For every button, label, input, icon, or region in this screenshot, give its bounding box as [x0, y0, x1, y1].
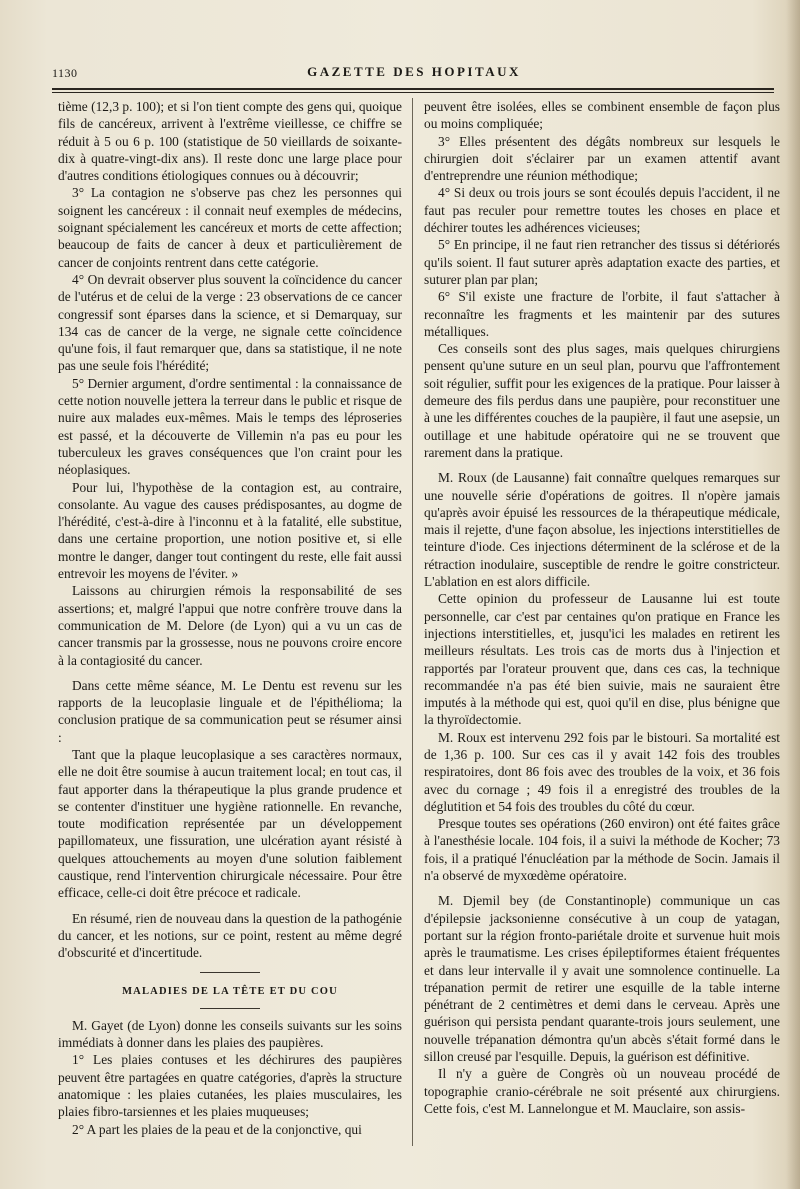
page-header [52, 58, 776, 88]
header-rule [52, 88, 774, 90]
right-paragraph-group-b [424, 469, 780, 884]
page-number: 1130 [52, 66, 78, 80]
article-paragraph: 4° Si deux ou trois jours se sont écoulés depuis l'accident, il ne faut pas reculer pour remettre toutes les choses en place et déchirer toutes les adhérences vicieuses; [424, 185, 780, 236]
page-edge-shadow [786, 0, 800, 1189]
article-paragraph: Presque toutes ses opérations (260 environ) ont été faites grâce à l'anesthésie locale. 104 fois, il a suivi la méthode de Kocher; 73 fois, il a pratiqué l'énucléation par la méthode de Socin. Jamais il n'a observé de myxœdème opératoire. [424, 816, 780, 884]
article-paragraph: Pour lui, l'hypothèse de la contagion est, au contraire, consolante. Au vague des causes prédisposantes, au dogme de l'hérédité, c'est-à-dire à l'inconnu et à la fatalité, elle substitue, dans une certaine proportion, une notion positive et, si elle montre le danger, danger tout contingent du reste, elle fait aussi entrevoir les moyens de l'éviter. » [58, 479, 402, 582]
article-paragraph: 4° On devrait observer plus souvent la coïncidence du cancer de l'utérus et de celui de la verge : 23 observations de ce cancer congressif sont éparses dans la science, et si Demarquay, sur 134 cas de cancer de la verge, ne signale cette coïncidence qu'une fois, il faut remarquer que, dans sa statistique, il ne note pas une seule fois l'hérédité; [58, 271, 402, 374]
article-paragraph: M. Roux est intervenu 292 fois par le bistouri. Sa mortalité est de 1,36 p. 100. Sur ces cas il y avait 142 fois des troubles respiratoires, dont 86 fois avec des troubles de la voix, et 36 fois avec du cornage ; 49 fois il a enregistré des troubles de la déglutition et 54 fois des troubles du côté du cœur. [424, 729, 780, 814]
article-paragraph: M. Roux (de Lausanne) fait connaître quelques remarques sur une nouvelle série d'opérations de goitres. Il n'opère jamais qu'après avoir épuisé les ressources de la thérapeutique médicale, mais il rejette, d'une façon absolue, les injections interstitielles de teinture d'iode. Ces injections déterminent de la sclérose et de la rétraction inodulaire, susceptible de rendre le goitre constricteur. L'ablation en est alors difficile. [424, 470, 780, 590]
left-column [58, 98, 402, 1138]
article-paragraph: 5° En principe, il ne faut rien retrancher des tissus si détériorés qu'ils soient. Il faut suturer après adaptation exacte des parties, et suturer plan par plan; [424, 237, 780, 287]
header-rule-thin [52, 92, 774, 93]
left-paragraph-group-c [58, 910, 402, 962]
article-paragraph: 5° Dernier argument, d'ordre sentimental : la connaissance de cette notion nouvelle jettera la terreur dans le public et risque de nuire aux malades eux-mêmes. Mais le temps des léproseries est passé, et la découverte de Villemin n'a pas eu pour les tuberculeux les graves conséquences que l'on craint pour les néoplasiques. [58, 375, 402, 478]
running-title: GAZETTE DES HOPITAUX [307, 64, 521, 79]
right-paragraph-group-c [424, 892, 780, 1117]
article-paragraph: Dans cette même séance, M. Le Dentu est revenu sur les rapports de la leucoplasie linguale et de l'épithélioma; la conclusion pratique de sa communication peut se résumer ainsi : [58, 677, 402, 745]
right-paragraph-group [424, 98, 780, 461]
article-paragraph: Tant que la plaque leucoplasique a ses caractères normaux, elle ne doit être soumise à aucun traitement local; en tout cas, il faut apporter dans la thérapeutique la plus grande prudence et se contenter d'instituer une hygiène rationnelle. En revanche, toute modification représentée par un développement papillomateux, une fissuration, une ulcération ayant résisté à quelques attouchements au moyen d'une solution faiblement caustique, rend l'intervention chirurgicale nécessaire. Pour être efficace, celle-ci doit être précoce et radicale. [58, 746, 402, 901]
article-paragraph: Il n'y a guère de Congrès où un nouveau procédé de topographie cranio-cérébrale ne soit présenté aux chirurgiens. Cette fois, c'est M. Lannelongue et M. Mauclaire, son assis- [424, 1066, 780, 1116]
article-paragraph: tième (12,3 p. 100); et si l'on tient compte des gens qui, quoique fils de cancéreux, arrivent à l'extrême vieillesse, ce chiffre se réduit à 5 ou 6 p. 100 (statistique de 50 vieillards de soixante-dix à quatre-vingt-dix ans). Il reste donc une large place pour d'autres conditions étiologiques connues ou à découvrir; [58, 99, 402, 184]
left-paragraph-group [58, 98, 402, 669]
left-paragraph-group-b [58, 677, 402, 902]
section-rule [200, 1008, 260, 1009]
article-paragraph: 6° S'il existe une fracture de l'orbite, il faut s'attacher à reconnaître les fragments et les maintenir par des sutures métalliques. [424, 289, 780, 339]
section-title: MALADIES DE LA TÊTE ET DU COU [122, 985, 338, 997]
article-paragraph: Ces conseils sont des plus sages, mais quelques chirurgiens pensent qu'une suture en un seul plan, pourvu que l'affrontement soit régulier, suffit pour les exigences de la pratique. Pour laisser à demeure des fils perdus dans une paupière, pour reconstituer une à une les différentes couches de la paupière, il faut une asepsie, un outillage et une habitude opératoire qui ne se trouvent que rarement dans la pratique. [424, 341, 780, 460]
article-paragraph: 3° La contagion ne s'observe pas chez les personnes qui soignent les cancéreux : il connait neuf exemples de médecins, soignant spécialement les cancéreux et morts de cette affection; beaucoup de faits de cancer à deux et particulièrement de cancer de conjoints rentrent dans cette catégorie. [58, 185, 402, 270]
left-paragraph-group-d [58, 1017, 402, 1138]
article-paragraph: 1° Les plaies contuses et les déchirures des paupières peuvent être partagées en quatre catégories, d'après la structure anatomique : les plaies cutanées, les plaies musculaires, les plaies fibro-tarsiennes et les plaies muqueuses; [58, 1052, 402, 1120]
right-column [424, 98, 780, 1117]
article-paragraph: 3° Elles présentent des dégâts nombreux sur lesquels le chirurgien doit s'éclairer par un examen attentif avant d'entreprendre une réunion méthodique; [424, 133, 780, 184]
column-divider [412, 98, 413, 1146]
article-paragraph: peuvent être isolées, elles se combinent ensemble de façon plus ou moins compliquée; [424, 99, 780, 132]
article-paragraph: En résumé, rien de nouveau dans la question de la pathogénie du cancer, et les notions, sur ce point, restent au même degré d'obscurité et d'incertitude. [58, 910, 402, 961]
article-paragraph: Cette opinion du professeur de Lausanne lui est toute personnelle, car c'est par centaines qu'on pratique en France les injections interstitielles, et, jusqu'ici les malades en retirent les meilleurs résultats. Les trois cas de morts dus à l'injection et rapportés par l'orateur prouvent que, dans ces cas, la technique recommandée n'a pas été bien suivie, mais ne sauraient être imputés à la méthode qui est, quoi qu'il en dise, plus bénigne que la thyroïdectomie. [424, 591, 780, 728]
article-paragraph: M. Djemil bey (de Constantinople) communique un cas d'épilepsie jacksonienne consécutive à un coup de yatagan, portant sur la région fronto-pariétale droite et survenue huit mois après le traumatisme. Les crises épileptiformes étaient fréquentes et dans leur intervalle il y avait une somnolence continuelle. La trépanation permit de retirer une esquille de la table interne pénétrant de 2 centimètres et demi dans le cerveau. Après une guérison qui persista pendant quarante-trois jours seulement, une nouvelle trépanation démontra qu'un abcès s'était formé dans le sillon creusé par l'esquille. Depuis, la guérison est définitive. [424, 893, 780, 1065]
article-paragraph: Laissons au chirurgien rémois la responsabilité de ses assertions; et, malgré l'appui que notre confrère trouve dans la communication de M. Delore (de Lyon) qui a vu un cas de cancer transmis par la grossesse, nous ne pouvons croire encore à la contagiosité du cancer. [58, 583, 402, 668]
section-rule [200, 972, 260, 973]
article-paragraph: M. Gayet (de Lyon) donne les conseils suivants sur les soins immédiats à donner dans les plaies des paupières. [58, 1017, 402, 1051]
article-paragraph: 2° A part les plaies de la peau et de la conjonctive, qui [72, 1121, 362, 1137]
